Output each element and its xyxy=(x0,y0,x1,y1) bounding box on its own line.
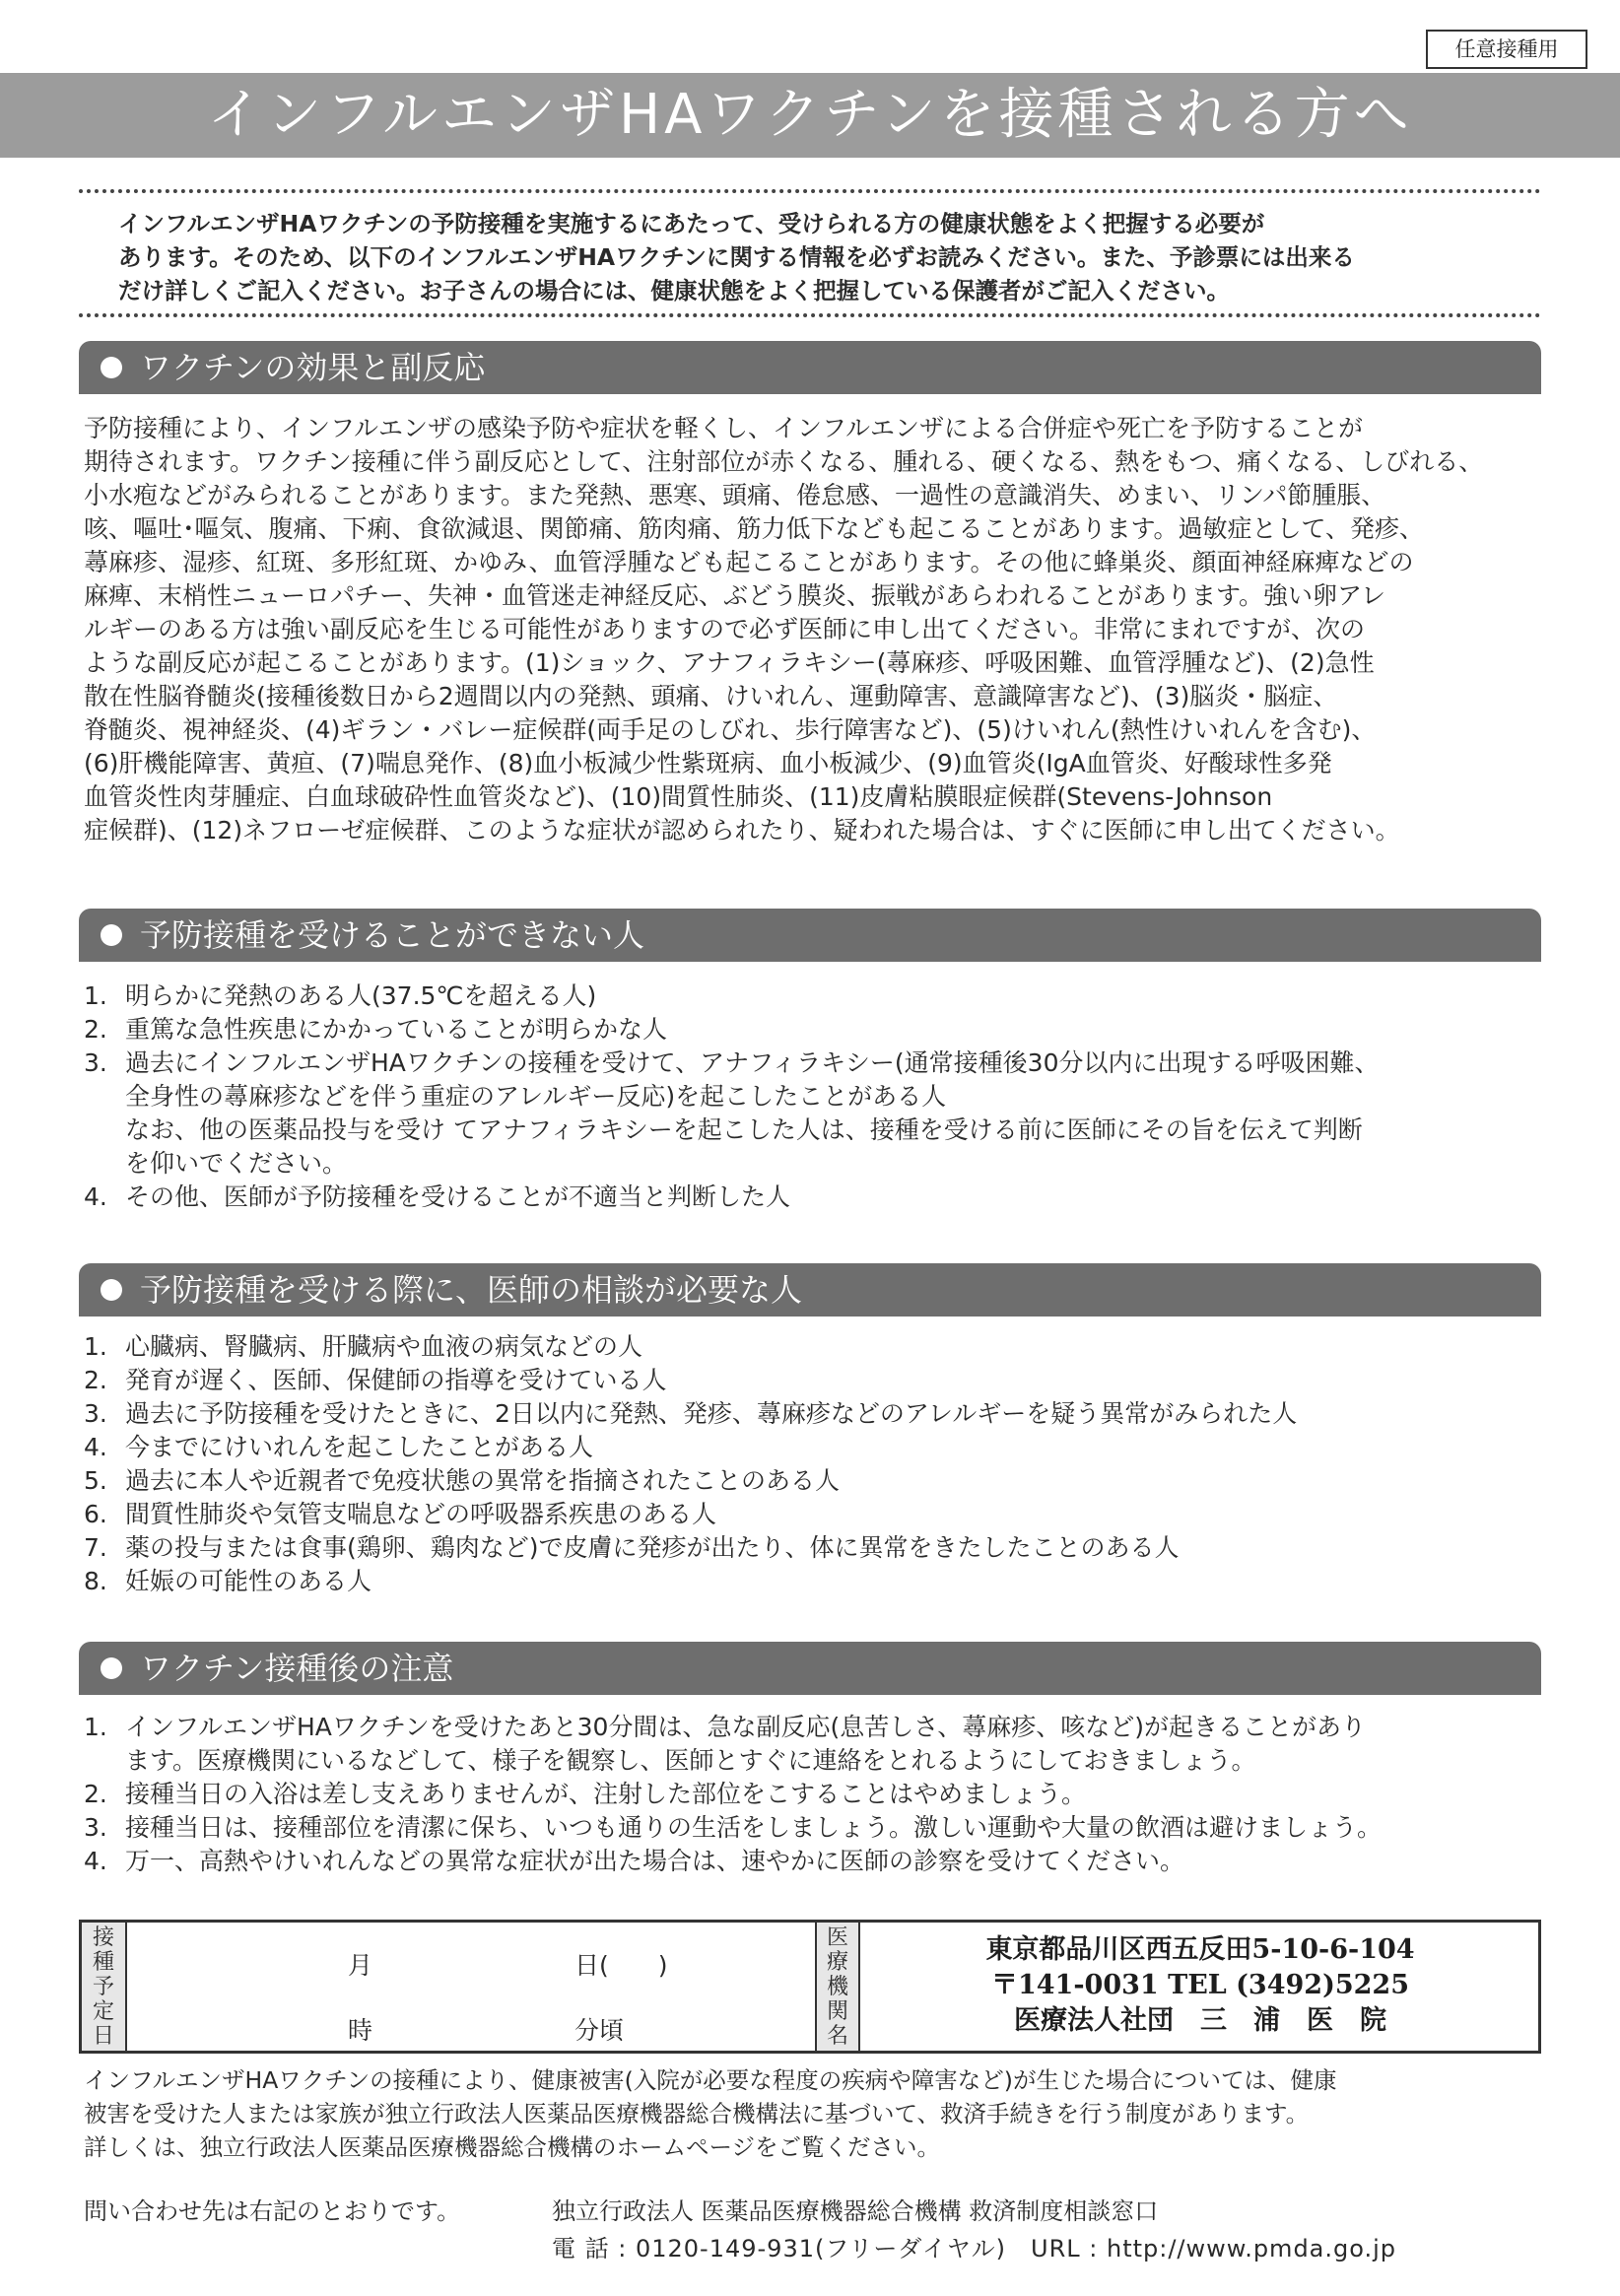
label-char: 日 xyxy=(92,2024,114,2049)
paragraph-line: ような副反応が起こることがあります。(1)ショック、アナフィラキシー(蕁麻疹、呼吸困難、血管浮腫など)、(2)急性 xyxy=(84,648,1375,677)
intro-line: あります。そのため、以下のインフルエンザHAワクチンに関する情報を必ずお読みください。また、予診票には出来る xyxy=(118,243,1355,271)
list-item xyxy=(84,1711,1542,1778)
item-text: ます。医療機関にいるなどして、様子を観察し、医師とすぐに連絡をとれるようにしておきましょう。 xyxy=(125,1746,1256,1775)
paragraph-line: 小水疱などがみられることがあります。また発熱、悪寒、頭痛、倦怠感、一過性の意識消失、めまい、リンパ節腫脹、 xyxy=(84,481,1386,509)
section-title: 予防接種を受けることができない人 xyxy=(140,916,645,954)
cannot-list xyxy=(84,979,1542,1214)
paragraph-line: 血管炎性肉芽腫症、白血球破砕性血管炎など)、(10)間質性肺炎、(11)皮膚粘膜眼症候群(Stevens-Johnson xyxy=(84,782,1273,811)
item-number: 2. xyxy=(84,1366,107,1394)
note-line: インフルエンザHAワクチンの接種により、健康被害(入院が必要な程度の疾病や障害など)が生じた場合については、健康 xyxy=(84,2066,1337,2094)
optional-vaccination-tag: 任意接種用 xyxy=(1426,30,1587,69)
paragraph-line: 咳、嘔吐･嘔気、腹痛、下痢、食欲減退、関節痛、筋肉痛、筋力低下なども起こることがあります。過敏症として、発疹、 xyxy=(84,514,1425,543)
institution-address: 東京都品川区西五反田5-10-6-104 xyxy=(985,1934,1415,1965)
list-item xyxy=(84,1845,1542,1878)
paragraph-line: ルギーのある方は強い副反応を生じる可能性がありますので必ず医師に申し出てください。非常にまれですが、次の xyxy=(84,615,1366,643)
item-number: 3. xyxy=(84,1048,107,1077)
paragraph-line: 予防接種により、インフルエンザの感染予防や症状を軽くし、インフルエンザによる合併症や死亡を予防することが xyxy=(84,414,1364,442)
item-text: を仰いでください。 xyxy=(125,1149,348,1178)
paragraph-line: (6)肝機能障害、黄疸、(7)喘息発作、(8)血小板減少性紫斑病、血小板減少、(9)血管炎(IgA血管炎、好酸球性多発 xyxy=(84,749,1332,777)
item-text: 心臓病、腎臓病、肝臓病や血液の病気などの人 xyxy=(125,1332,643,1361)
item-number: 1. xyxy=(84,981,107,1010)
item-number: 8. xyxy=(84,1567,107,1595)
page-title: インフルエンザHAワクチンを接種される方へ xyxy=(207,83,1413,147)
section-header-consult xyxy=(79,1263,1541,1317)
item-text: 接種当日は、接種部位を清潔に保ち、いつも通りの生活をしましょう。激しい運動や大量の飲酒は避けましょう。 xyxy=(125,1813,1383,1842)
list-item xyxy=(84,1330,1542,1364)
list-item xyxy=(84,1397,1542,1431)
list-item xyxy=(84,1565,1542,1598)
item-text: 明らかに発熱のある人(37.5℃を超える人) xyxy=(125,981,597,1010)
item-text: その他、医師が予防接種を受けることが不適当と判断した人 xyxy=(125,1182,791,1211)
note-line: 詳しくは、独立行政法人医薬品医療機器総合機構のホームページをご覧ください。 xyxy=(84,2133,941,2161)
item-number: 4. xyxy=(84,1433,107,1461)
item-number: 4. xyxy=(84,1847,107,1875)
contact-name: 独立行政法人 医薬品医療機器総合機構 救済制度相談窓口 xyxy=(552,2197,1159,2225)
list-item xyxy=(84,1013,1542,1047)
section-title: ワクチンの効果と副反応 xyxy=(140,349,486,386)
label-char: 機 xyxy=(826,1975,848,1999)
after-list xyxy=(84,1711,1542,1878)
list-item xyxy=(84,1811,1542,1845)
paragraph-line: 症候群)、(12)ネフローゼ症候群、このような症状が認められたり、疑われた場合は、すぐに医師に申し出てください。 xyxy=(84,816,1400,844)
paragraph-line: 蕁麻疹、湿疹、紅斑、多形紅斑、かゆみ、血管浮腫なども起こることがあります。その他に蜂巣炎、顔面神経麻痺などの xyxy=(84,548,1414,576)
list-item xyxy=(84,979,1542,1013)
list-item xyxy=(84,1431,1542,1464)
minute-label[interactable]: 分頃 xyxy=(574,2016,625,2045)
day-label[interactable]: 日( ) xyxy=(574,1951,668,1980)
item-number: 2. xyxy=(84,1015,107,1044)
paragraph-line: 麻痺、末梢性ニューロパチー、失神・血管迷走神経反応、ぶどう膜炎、振戦があらわれることがあります。強い卵アレ xyxy=(84,581,1386,610)
item-text: 発育が遅く、医師、保健師の指導を受けている人 xyxy=(125,1366,667,1394)
label-char: 医 xyxy=(826,1925,848,1950)
contact-phone-url[interactable]: 電 話 : 0120-149-931(フリーダイヤル) URL : http://www.pmda.go.jp xyxy=(552,2235,1397,2262)
label-char: 定 xyxy=(92,1999,114,2024)
bullet-icon xyxy=(101,1657,122,1679)
item-text: 接種当日の入浴は差し支えありませんが、注射した部位をこすることはやめましょう。 xyxy=(125,1780,1087,1808)
item-text: なお、他の医薬品投与を受け てアナフィラキシーを起こした人は、接種を受ける前に医師にその旨を伝えて判断 xyxy=(125,1115,1363,1144)
item-number: 3. xyxy=(84,1813,107,1842)
schedule-table xyxy=(79,1920,1541,2054)
note-line: 被害を受けた人または家族が独立行政法人医薬品医療機器総合機構法に基づいて、救済手続きを行う制度があります。 xyxy=(84,2100,1310,2127)
institution-postal-tel: 〒141-0031 TEL (3492)5225 xyxy=(990,1970,1409,2000)
intro-line: インフルエンザHAワクチンの予防接種を実施するにあたって、受けられる方の健康状態をよく把握する必要が xyxy=(118,210,1265,237)
label-char: 名 xyxy=(826,2024,848,2049)
section-header-after xyxy=(79,1642,1541,1695)
institution-stamp xyxy=(870,1932,1530,2039)
paragraph-line: 脊髄炎、視神経炎、(4)ギラン・バレー症候群(両手足のしびれ、歩行障害など)、(5)けいれん(熱性けいれんを含む)、 xyxy=(84,715,1377,744)
list-item xyxy=(84,1531,1542,1565)
label-char: 療 xyxy=(826,1950,848,1975)
bullet-icon xyxy=(101,924,122,946)
paragraph-line: 期待されます。ワクチン接種に伴う副反応として、注射部位が赤くなる、腫れる、硬くなる、熱をもつ、痛くなる、しびれる、 xyxy=(84,447,1484,476)
list-item xyxy=(84,1778,1542,1811)
bullet-icon xyxy=(101,357,122,378)
hour-label[interactable]: 時 xyxy=(348,2016,373,2045)
list-item xyxy=(84,1464,1542,1498)
list-item xyxy=(84,1498,1542,1531)
item-text: 間質性肺炎や気管支喘息などの呼吸器系疾患のある人 xyxy=(125,1500,717,1528)
item-number: 1. xyxy=(84,1713,107,1741)
item-number: 7. xyxy=(84,1533,107,1562)
institution-name: 医療法人社団 三 浦 医 院 xyxy=(1014,2005,1386,2036)
consult-list xyxy=(84,1330,1542,1598)
list-item xyxy=(84,1047,1542,1181)
item-text: 過去に予防接種を受けたときに、2日以内に発熱、発疹、蕁麻疹などのアレルギーを疑う異常がみられた人 xyxy=(125,1399,1298,1428)
schedule-label xyxy=(82,1923,127,2051)
item-text: 今までにけいれんを起こしたことがある人 xyxy=(125,1433,594,1461)
item-number: 1. xyxy=(84,1332,107,1361)
list-item xyxy=(84,1181,1542,1214)
month-label[interactable]: 月 xyxy=(348,1951,373,1980)
item-text: 妊娠の可能性のある人 xyxy=(125,1567,372,1595)
intro-box xyxy=(79,189,1541,317)
title-band xyxy=(0,73,1620,158)
item-text: 過去に本人や近親者で免疫状態の異常を指摘されたことのある人 xyxy=(125,1466,841,1495)
section-title: ワクチン接種後の注意 xyxy=(140,1650,454,1687)
item-number: 3. xyxy=(84,1399,107,1428)
list-item xyxy=(84,1364,1542,1397)
item-number: 2. xyxy=(84,1780,107,1808)
bullet-icon xyxy=(101,1279,122,1301)
institution-label xyxy=(815,1923,860,2051)
item-number: 5. xyxy=(84,1466,107,1495)
item-text: 過去にインフルエンザHAワクチンの接種を受けて、アナフィラキシー(通常接種後30分以内に出現する呼吸困難、 xyxy=(125,1048,1380,1077)
contact-label: 問い合わせ先は右記のとおりです。 xyxy=(84,2197,461,2225)
item-number: 6. xyxy=(84,1500,107,1528)
label-char: 種 xyxy=(92,1950,114,1975)
section-title: 予防接種を受ける際に、医師の相談が必要な人 xyxy=(140,1271,803,1309)
item-text: 重篤な急性疾患にかかっていることが明らかな人 xyxy=(125,1015,668,1044)
label-char: 接 xyxy=(92,1925,114,1950)
item-number: 4. xyxy=(84,1182,107,1211)
section-header-cannot xyxy=(79,909,1541,962)
label-char: 予 xyxy=(92,1975,114,1999)
intro-line: だけ詳しくご記入ください。お子さんの場合には、健康状態をよく把握している保護者がご記入ください。 xyxy=(118,277,1230,304)
effects-paragraph xyxy=(84,412,1542,847)
label-char: 関 xyxy=(826,1999,848,2024)
item-text: 全身性の蕁麻疹などを伴う重症のアレルギー反応)を起こしたことがある人 xyxy=(125,1082,947,1111)
section-header-effects xyxy=(79,341,1541,394)
item-text: インフルエンザHAワクチンを受けたあと30分間は、急な副反応(息苦しさ、蕁麻疹、咳など)が起きることがあり xyxy=(125,1713,1366,1741)
relief-system-note xyxy=(84,2063,1542,2164)
item-text: 薬の投与または食事(鶏卵、鶏肉など)で皮膚に発疹が出たり、体に異常をきたしたことのある人 xyxy=(125,1533,1180,1562)
paragraph-line: 散在性脳脊髄炎(接種後数日から2週間以内の発熱、頭痛、けいれん、運動障害、意識障害など)、(3)脳炎・脳症、 xyxy=(84,682,1338,710)
item-text: 万一、高熱やけいれんなどの異常な症状が出た場合は、速やかに医師の診察を受けてください。 xyxy=(125,1847,1185,1875)
